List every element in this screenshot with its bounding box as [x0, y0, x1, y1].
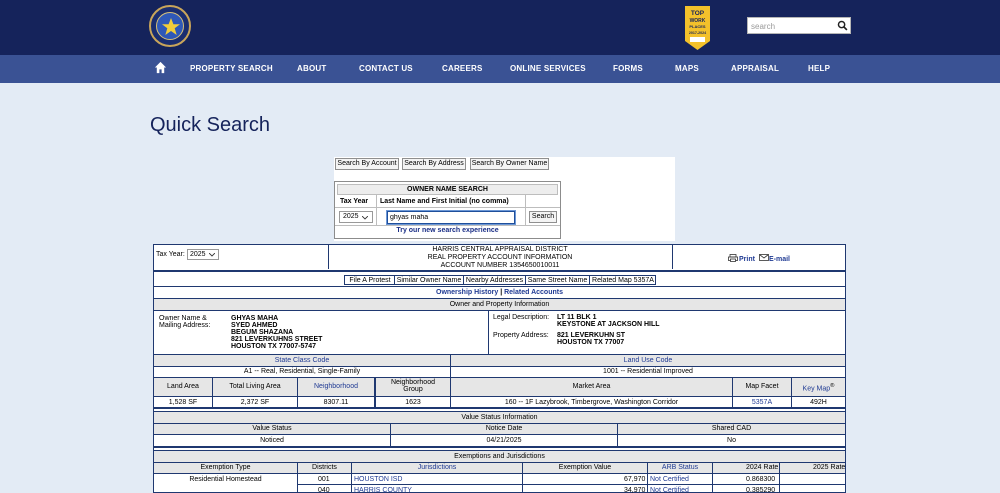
home-icon[interactable]	[154, 61, 167, 74]
divider	[154, 446, 845, 448]
page-title: Quick Search	[150, 114, 271, 136]
divider	[779, 462, 780, 493]
owner-section-title: Owner and Property Information	[449, 301, 550, 308]
divider	[335, 207, 560, 208]
related-accounts-link[interactable]: Related Accounts	[504, 289, 563, 296]
quick-search-panel	[334, 157, 675, 241]
divider	[488, 310, 489, 354]
rate-2024: 0.868300	[746, 476, 776, 483]
state-class-code-link[interactable]: State Class Code	[274, 357, 330, 364]
property-address-label: Property Address:	[493, 332, 549, 339]
chevron-down-icon	[209, 253, 215, 257]
col-2025-rate: 2025 Rate	[813, 464, 846, 471]
top-workplaces-badge	[684, 5, 711, 51]
owner-name-input[interactable]	[387, 211, 515, 224]
col-2024-rate: 2024 Rate	[746, 464, 779, 471]
search-button[interactable]: Search	[529, 211, 557, 223]
col-arb-status-link[interactable]: ARB Status	[661, 464, 699, 471]
land-use-code-link[interactable]: Land Use Code	[623, 357, 673, 364]
owner-name-label: Last Name and First Initial (no comma)	[380, 198, 509, 205]
col-notice-date: Notice Date	[485, 425, 523, 432]
divider	[154, 462, 845, 463]
badge-line2: WORK	[689, 18, 706, 24]
land-area-value: 1,528 SF	[168, 399, 198, 406]
chevron-down-icon	[362, 216, 368, 220]
jurisdiction-link[interactable]: HARRIS COUNTY	[354, 487, 412, 493]
divider	[335, 225, 560, 226]
search-by-owner-name-button[interactable]: Search By Owner Name	[470, 158, 549, 170]
print-icon[interactable]	[728, 254, 738, 262]
tax-year-value: 2025	[343, 213, 359, 220]
nav-help[interactable]: HELP	[808, 64, 831, 73]
divider	[376, 195, 377, 225]
divider	[154, 270, 845, 272]
owner-search-heading: OWNER NAME SEARCH	[337, 184, 558, 195]
site-search	[747, 17, 851, 34]
divider	[297, 484, 845, 485]
mailing-label: Mailing Address:	[159, 322, 211, 329]
market-area-value: 160 -- 1F Lazybrook, Timbergrove, Washington Corridor	[504, 399, 679, 406]
col-exemption-value: Exemption Value	[558, 464, 612, 471]
map-facet-link[interactable]: 5357A	[751, 399, 773, 406]
nearby-addresses-link[interactable]: Nearby Addresses	[465, 277, 524, 284]
site-search-input[interactable]	[751, 20, 836, 32]
exemption-value: 67,970	[624, 476, 646, 483]
nav-careers[interactable]: CAREERS	[442, 64, 483, 73]
living-area-value: 2,372 SF	[240, 399, 270, 406]
owner-line: 821 LEVERKUHNS STREET	[231, 336, 323, 343]
land-use-value: 1001 -- Residential Improved	[603, 368, 693, 375]
district-code: 040	[318, 487, 330, 493]
record-tax-year-value: 2025	[190, 251, 206, 258]
owner-line: GHYAS MAHA	[231, 315, 279, 322]
main-nav	[0, 55, 1000, 83]
tax-year-select[interactable]	[339, 211, 373, 223]
col-jurisdictions-link[interactable]: Jurisdictions	[417, 464, 457, 471]
badge-line3: PLACES	[689, 24, 706, 29]
owner-line: BEGUM SHAZANA	[231, 329, 294, 336]
col-shared-cad: Shared CAD	[711, 425, 752, 432]
email-link[interactable]: E-mail	[769, 256, 791, 263]
star-icon	[161, 17, 181, 37]
divider	[525, 195, 526, 225]
owner-name-search-form	[334, 181, 561, 239]
divider	[154, 286, 845, 287]
property-address-line: 821 LEVERKUHN ST	[557, 332, 626, 339]
nav-property-search[interactable]: PROPERTY SEARCH	[190, 64, 273, 73]
shared-cad-value: No	[727, 437, 736, 444]
key-map-value: 492H	[810, 399, 827, 406]
property-address-line: HOUSTON TX 77007	[557, 339, 625, 346]
owner-label: Owner Name &	[159, 315, 207, 322]
col-nbhd-group: Group	[403, 386, 423, 393]
legal-line: LT 11 BLK 1	[557, 314, 597, 321]
record-tax-year-select[interactable]	[187, 249, 219, 260]
nav-maps[interactable]: MAPS	[675, 64, 699, 73]
divider	[154, 366, 845, 367]
divider	[154, 407, 845, 409]
divider	[154, 310, 845, 311]
col-value-status: Value Status	[252, 425, 292, 432]
search-by-address-button[interactable]: Search By Address	[402, 158, 466, 170]
divider	[154, 434, 845, 435]
link-separator: |	[500, 289, 503, 296]
divider	[712, 462, 713, 493]
jurisdiction-link[interactable]: HOUSTON ISD	[354, 476, 403, 483]
nav-forms[interactable]: FORMS	[613, 64, 643, 73]
key-map-link[interactable]: Key Map	[802, 385, 831, 393]
nav-appraisal[interactable]: APPRAISAL	[731, 64, 780, 73]
exemption-type-value: Residential Homestead	[189, 476, 262, 483]
arb-status-link[interactable]: Not Certified	[650, 487, 689, 493]
neighborhood-value: 8307.11	[323, 399, 349, 406]
print-link[interactable]: Print	[739, 256, 755, 263]
legal-description-label: Legal Description:	[493, 314, 550, 321]
col-map-facet: Map Facet	[745, 383, 779, 390]
owner-line: SYED AHMED	[231, 322, 278, 329]
history-links	[154, 289, 845, 296]
value-status-value: Noticed	[260, 437, 284, 444]
state-class-value: A1 -- Real, Residential, Single-Family	[243, 368, 361, 375]
new-search-experience-link[interactable]: Try our new search experience	[396, 227, 499, 234]
col-key-map	[792, 383, 845, 392]
seal-inner	[156, 12, 184, 40]
nbhd-group-value: 1623	[405, 399, 421, 406]
col-living-area: Total Living Area	[229, 383, 281, 390]
nav-online-services[interactable]: ONLINE SERVICES	[510, 64, 586, 73]
email-icon[interactable]	[759, 254, 769, 261]
account-number: ACCOUNT NUMBER 1354650010011	[440, 262, 560, 269]
col-nbhd-group: Neighborhood	[391, 379, 435, 386]
account-details-table	[153, 244, 846, 493]
registered-mark: ®	[830, 383, 835, 389]
district-name: HARRIS CENTRAL APPRAISAL DISTRICT	[432, 246, 568, 253]
tax-year-label: Tax Year:	[156, 251, 185, 258]
col-neighborhood-link[interactable]: Neighborhood	[314, 383, 358, 390]
nav-contact-us[interactable]: CONTACT US	[359, 64, 413, 73]
rate-2024: 0.385290	[746, 487, 776, 493]
col-land-area: Land Area	[167, 383, 199, 390]
same-street-name-link[interactable]: Same Street Name	[527, 277, 588, 284]
divider	[154, 396, 845, 397]
arb-status-link[interactable]: Not Certified	[650, 476, 689, 483]
hcad-seal-logo[interactable]	[149, 5, 191, 47]
record-type: REAL PROPERTY ACCOUNT INFORMATION	[427, 254, 573, 261]
divider	[672, 245, 673, 269]
exemptions-title: Exemptions and Jurisdictions	[454, 453, 545, 460]
legal-line: KEYSTONE AT JACKSON HILL	[557, 321, 660, 328]
owner-line: HOUSTON TX 77007-5747	[231, 343, 317, 350]
badge-line4: 2017-2024	[688, 31, 707, 35]
file-protest-link[interactable]: File A Protest	[349, 277, 391, 284]
district-code: 001	[318, 476, 330, 483]
exemption-value: 34,970	[624, 487, 646, 493]
divider	[154, 473, 845, 474]
search-by-account-button[interactable]: Search By Account	[335, 158, 399, 170]
col-exemption-type: Exemption Type	[200, 464, 251, 471]
similar-owner-name-link[interactable]: Similar Owner Name	[396, 277, 462, 284]
col-districts: Districts	[312, 464, 337, 471]
search-icon[interactable]	[837, 20, 848, 31]
notice-date-value: 04/21/2025	[486, 437, 522, 444]
tax-year-label: Tax Year	[340, 198, 369, 205]
value-status-title: Value Status Information	[461, 414, 538, 421]
related-map-link[interactable]: Related Map 5357A	[592, 277, 654, 284]
divider	[154, 423, 845, 424]
top-header	[0, 0, 1000, 55]
badge-line1: TOP	[690, 10, 705, 17]
ownership-history-link[interactable]: Ownership History	[436, 289, 499, 296]
col-market-area: Market Area	[572, 383, 611, 390]
nav-about[interactable]: ABOUT	[297, 64, 327, 73]
